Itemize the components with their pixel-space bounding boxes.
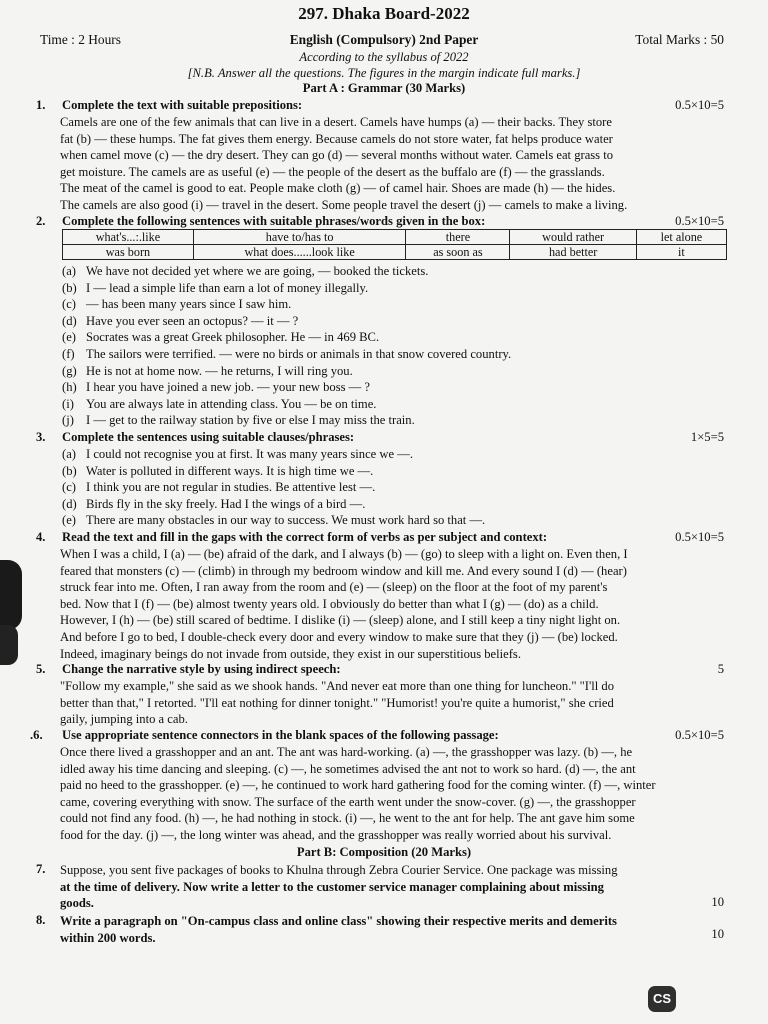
q1-line: The camels are also good (i) — travel in the desert. Some people travel the desert (j) — camels to make a living. (60, 197, 628, 212)
item-text: We have not decided yet where we are going, — booked the tickets. (86, 264, 429, 278)
syllabus-note: According to the syllabus of 2022 (299, 50, 469, 64)
item-label: (c) (62, 480, 76, 495)
item-label: (f) (62, 346, 75, 361)
item-label: (d) (62, 313, 77, 328)
q6-number: .6. (30, 728, 43, 742)
q3-item (62, 446, 485, 463)
q8-line: within 200 words. (60, 930, 156, 945)
q4-line: Indeed, imaginary beings do not invade from outside, they exist in our superstitious beliefs. (60, 646, 521, 661)
q4-heading: Read the text and fill in the gaps with the correct form of verbs as per subject and context: (62, 530, 548, 544)
q5-line: better than that," I retorted. "I'll eat nothing for dinner tonight." "Humorist! you're quite a humorist," she cried (60, 695, 614, 710)
q4-line: However, I (h) — (be) still scared of bedtime. I dislike (i) — (sleep) alone, and I still keep a tiny night light on. (60, 613, 621, 628)
word-box-cell: was born (63, 245, 194, 260)
q1-line: when camel move (c) — the dry desert. They can go (d) — several months without water. Camels eat grass to (60, 148, 614, 163)
q4-line: feared that monsters (c) — (climb) in through my bedroom window and kill me. And every sound I (d) — (hear) (60, 563, 627, 578)
word-box-cell: it (636, 245, 726, 260)
q6-line: paid no heed to the grasshopper. (e) —, he continued to work hard gathering food for the coming winter. (f) —, winter (60, 778, 656, 793)
q2-item (62, 280, 511, 297)
q1-line: Camels are one of the few animals that can live in a desert. Camels have humps (a) — their backs. They store (60, 115, 612, 129)
item-text: I — lead a simple life than earn a lot of money illegally. (86, 280, 369, 295)
q7-text (60, 862, 728, 912)
q1-passage (60, 114, 728, 214)
item-label: (d) (62, 496, 77, 511)
binding-shadow-lower (0, 625, 18, 665)
item-text: Socrates was a great Greek philosopher. He — in 469 BC. (86, 330, 380, 345)
word-box-table (62, 229, 727, 260)
q5-line: gaily, jumping into a cab. (60, 712, 188, 727)
part-b-heading: Part B: Composition (20 Marks) (296, 845, 472, 859)
item-text: I could not recognise you at first. It was many years since we —. (86, 447, 413, 461)
q4-line: struck fear into me. Often, I ran away from the room and (e) — (sleep) on the floor at the foot of my parent's (60, 580, 608, 595)
q3-item (62, 463, 485, 480)
q3-heading: Complete the sentences using suitable clauses/phrases: (62, 430, 355, 444)
q3-marks: 1×5=5 (690, 430, 724, 444)
part-a-heading: Part A : Grammar (30 Marks) (302, 81, 466, 95)
word-box-row (63, 230, 727, 245)
q1-line: The meat of the camel is good to eat. People make cloth (g) — of camel hair. Shoes are made (h) — the hides. (60, 181, 616, 196)
q7-line: at the time of delivery. Now write a letter to the customer service manager complaining about missing (60, 879, 604, 894)
item-text: I hear you have joined a new job. — your new boss — ? (86, 380, 370, 395)
q2-item (62, 329, 511, 346)
q7-line: goods. (60, 896, 94, 911)
item-label: (g) (62, 363, 77, 378)
q1-line: get moisture. The camels are as useful (e) — the people of the desert as the buffalo are (f) — the grasslands. (60, 164, 605, 179)
q5-heading: Change the narrative style by using indirect speech: (62, 662, 341, 676)
item-label: (e) (62, 330, 76, 345)
q6-passage (60, 744, 728, 844)
item-text: Birds fly in the sky freely. Had I the wings of a bird —. (86, 496, 366, 511)
q6-line: food for the day. (j) —, the long winter was ahead, and the grasshopper was really worried about his survival. (60, 827, 612, 842)
q7-marks: 10 (711, 895, 724, 909)
q7-number: 7. (36, 862, 46, 876)
word-box-cell: would rather (510, 230, 636, 245)
q8-marks: 10 (711, 927, 724, 941)
item-text: There are many obstacles in our way to success. We must work hard so that —. (86, 513, 486, 528)
item-label: (e) (62, 513, 76, 528)
total-marks: Total Marks : 50 (635, 32, 724, 47)
camscanner-logo: CS (648, 986, 676, 1012)
q7-line: Suppose, you sent five packages of books to Khulna through Zebra Courier Service. One package was missing (60, 863, 618, 877)
item-text: I think you are not regular in studies. Be attentive lest —. (86, 480, 376, 495)
item-text: The sailors were terrified. — were no birds or animals in that snow covered country. (86, 346, 512, 361)
item-text: I — get to the railway station by five or else I may miss the train. (86, 413, 415, 428)
word-box-cell: there (406, 230, 510, 245)
q3-item (62, 512, 485, 529)
q6-line: could not find any food. (h) —, he had nothing in stock. (i) —, he went to the ant for help. The ant gave him some (60, 811, 635, 826)
q2-item (62, 296, 511, 313)
q6-line: Once there lived a grasshopper and an ant. The ant was hard-working. (a) —, the grasshopper was lazy. (b) —, he (60, 745, 633, 759)
word-box-cell: have to/has to (193, 230, 406, 245)
q8-number: 8. (36, 913, 46, 927)
q2-item (62, 313, 511, 330)
q6-line: idled away his time dancing and sleeping. (c) —, he sometimes advised the ant not to work so hard. (d) —, the ant (60, 761, 636, 776)
item-text: You are always late in attending class. You — be on time. (86, 396, 377, 411)
q3-items (62, 446, 485, 529)
q6-marks: 0.5×10=5 (675, 728, 724, 742)
q4-marks: 0.5×10=5 (675, 530, 724, 544)
item-text: Water is polluted in different ways. It is high time we —. (86, 463, 374, 478)
q3-item (62, 496, 485, 513)
word-box-cell: what does......look like (193, 245, 406, 260)
item-label: (a) (62, 447, 76, 461)
q5-passage (60, 678, 728, 728)
q4-line: bed. Now that I (f) — (be) almost twenty years old. I obviously do better than what I (g) — (do) as a child. (60, 596, 599, 611)
q1-line: fat (b) — these humps. The fat gives them energy. Because camels do not store water, fat helps produce water (60, 131, 613, 146)
q4-passage (60, 546, 728, 662)
item-text: He is not at home now. — he returns, I will ring you. (86, 363, 353, 378)
q2-item (62, 379, 511, 396)
q5-number: 5. (36, 662, 46, 676)
item-label: (c) (62, 297, 76, 312)
item-label: (b) (62, 463, 77, 478)
item-label: (i) (62, 396, 74, 411)
q2-number: 2. (36, 214, 46, 228)
word-box-cell: what's...:.like (63, 230, 194, 245)
item-label: (j) (62, 413, 74, 428)
subject-label: English (Compulsory) 2nd Paper (289, 32, 479, 47)
q2-item (62, 396, 511, 413)
word-box-row (63, 245, 727, 260)
q2-item (62, 263, 511, 280)
item-label: (a) (62, 264, 76, 278)
q2-item (62, 346, 511, 363)
q8-line: Write a paragraph on "On-campus class and online class" showing their respective merits and demerits (60, 914, 617, 928)
q2-heading: Complete the following sentences with suitable phrases/words given in the box: (62, 214, 486, 228)
word-box-cell: as soon as (406, 245, 510, 260)
q5-line: "Follow my example," she said as we shook hands. "And never eat more than one thing for luncheon." "I'll do (60, 679, 614, 693)
exam-title: 297. Dhaka Board-2022 (298, 4, 470, 23)
q4-number: 4. (36, 530, 46, 544)
q1-number: 1. (36, 98, 46, 112)
q2-items (62, 263, 511, 429)
word-box-cell: had better (510, 245, 636, 260)
item-text: — has been many years since I saw him. (86, 297, 292, 312)
q2-item (62, 363, 511, 380)
q5-marks: 5 (717, 662, 724, 676)
q4-line: And before I go to bed, I double-check every door and every window to make sure that they (j) — (be) locked. (60, 629, 618, 644)
q6-heading: Use appropriate sentence connectors in the blank spaces of the following passage: (62, 728, 499, 742)
q2-marks: 0.5×10=5 (675, 214, 724, 228)
item-text: Have you ever seen an octopus? — it — ? (86, 313, 299, 328)
q6-line: came, covering everything with snow. The surface of the earth went under the snow-cover. (g) —, the grasshopper (60, 794, 636, 809)
binding-shadow (0, 560, 22, 630)
q3-item (62, 479, 485, 496)
time-label: Time : 2 Hours (40, 32, 121, 47)
q1-heading: Complete the text with suitable prepositions: (62, 98, 303, 112)
item-label: (h) (62, 380, 77, 395)
q4-line: When I was a child, I (a) — (be) afraid of the dark, and I always (b) — (go) to sleep with a light on. Even then, I (60, 547, 628, 561)
q1-marks: 0.5×10=5 (675, 98, 724, 112)
q8-text (60, 913, 728, 946)
q3-number: 3. (36, 430, 46, 444)
item-label: (b) (62, 280, 77, 295)
instruction-note: [N.B. Answer all the questions. The figures in the margin indicate full marks.] (187, 66, 581, 80)
word-box-cell: let alone (636, 230, 726, 245)
q2-item (62, 412, 511, 429)
